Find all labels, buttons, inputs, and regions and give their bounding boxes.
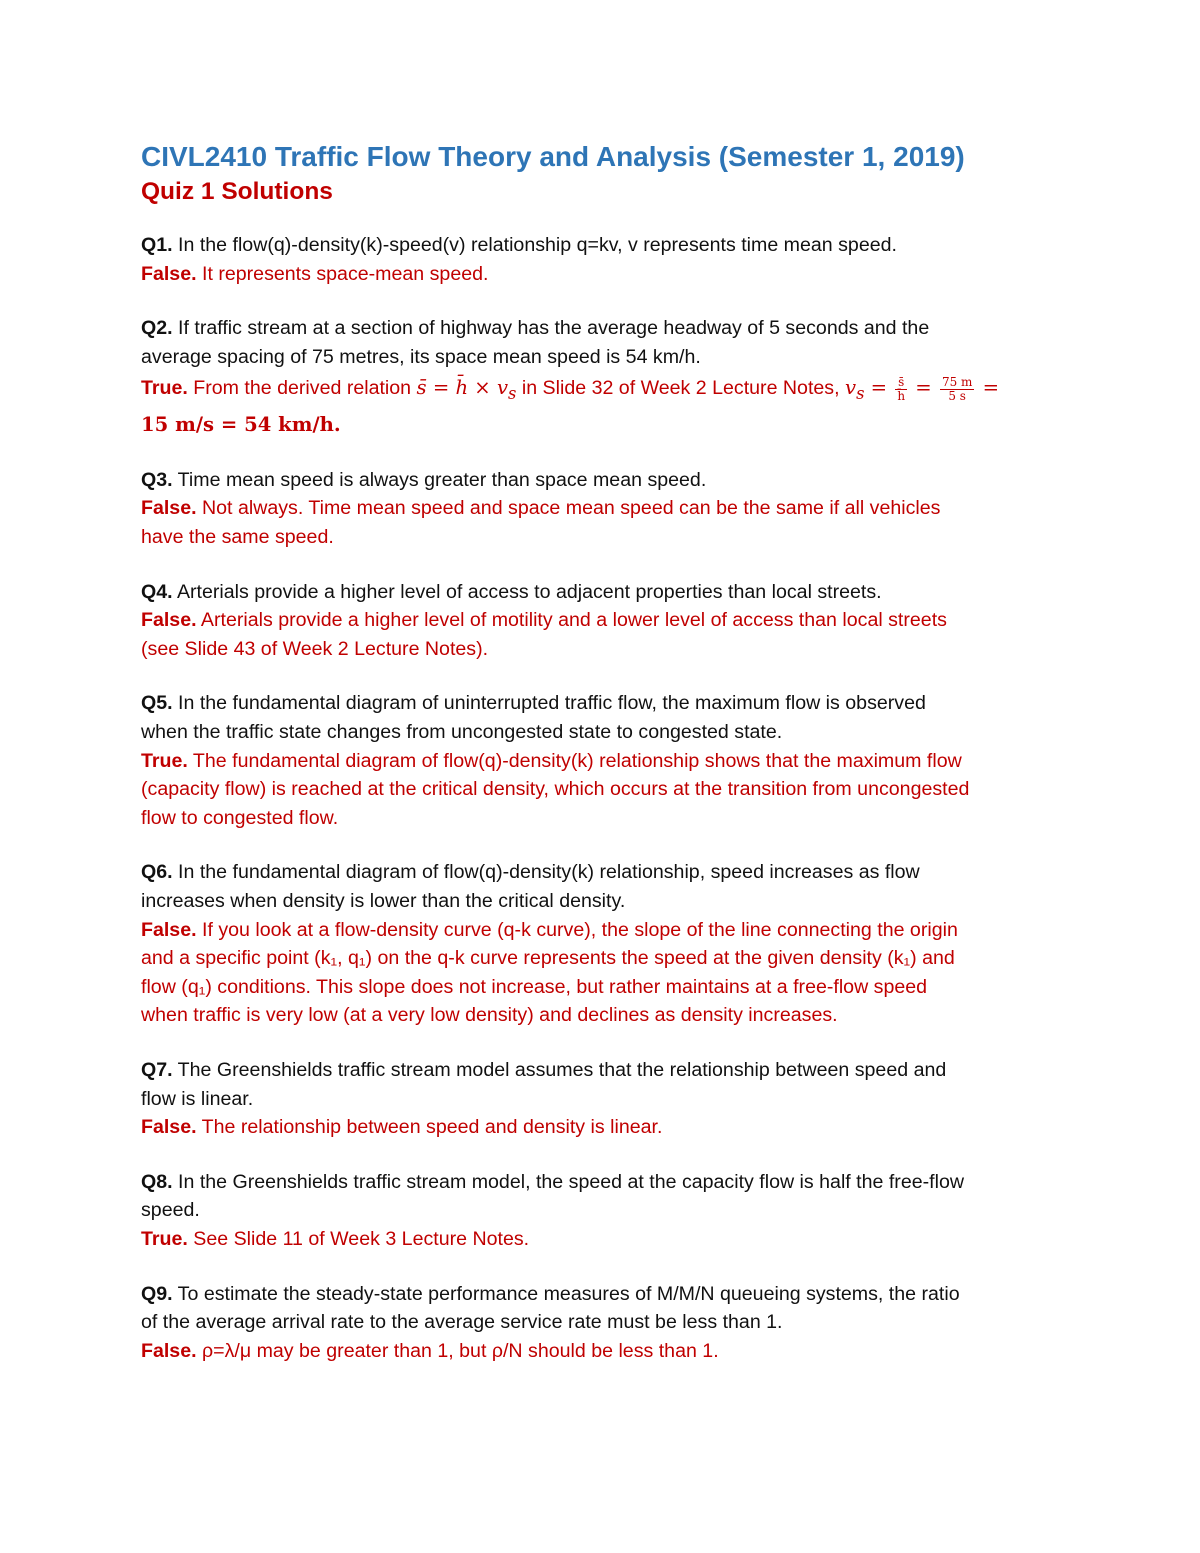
question-label: Q6.: [141, 861, 173, 884]
answer-text-continued: flow (q₁) conditions. This slope does not increase, but rather maintains at a free-flow speed: [141, 975, 928, 998]
answer-verdict: False.: [141, 609, 197, 632]
answer-text: True. The fundamental diagram of flow(q)-density(k) relationship shows that the maximum flow: [141, 749, 962, 772]
question-block-q7: [141, 1056, 1066, 1142]
question-text: Q2. If traffic stream at a section of highway has the average headway of 5 seconds and the: [141, 317, 930, 340]
quiz-title: Quiz 1 Solutions: [141, 178, 333, 205]
answer-text-continued: when traffic is very low (at a very low density) and declines as density increases.: [141, 1004, 838, 1027]
answer-verdict: False.: [141, 497, 197, 520]
document-content: [141, 139, 1066, 1391]
answer-verdict: False.: [141, 262, 197, 285]
numeric-fraction: $\frac{75 m}{5 s}$: [941, 374, 973, 403]
answer-text: False. ρ=λ/μ may be greater than 1, but ρ/N should be less than 1.: [141, 1339, 719, 1362]
answer-text: True. From the derived relation s̄ = h̄ × $v_s$ in Slide 32 of Week 2 Lecture Notes, $v_s$ = $\frac{s̄}{h̄}$ = $\frac{75 m}{5 s}$ =: [141, 374, 1000, 404]
question-text: Q9. To estimate the steady-state performance measures of M/M/N queueing systems, the ratio: [141, 1282, 960, 1305]
question-label: Q5.: [141, 692, 173, 715]
question-text-continued: flow is linear.: [141, 1087, 254, 1110]
question-label: Q1.: [141, 234, 173, 256]
answer-text-continued: (see Slide 43 of Week 2 Lecture Notes).: [141, 637, 489, 660]
answer-verdict: True.: [141, 1227, 188, 1250]
speed-result: 15 m/s = 54 km/h.: [141, 413, 341, 437]
answer-text: True. See Slide 11 of Week 3 Lecture Notes.: [141, 1227, 530, 1250]
question-text-continued: average spacing of 75 metres, its space mean speed is 54 km/h.: [141, 345, 701, 368]
answer-verdict: False.: [141, 1116, 197, 1139]
question-text: Q5. In the fundamental diagram of uninterrupted traffic flow, the maximum flow is observed: [141, 692, 926, 715]
question-text: Q7. The Greenshields traffic stream model assumes that the relationship between speed and: [141, 1058, 947, 1081]
spacing-over-headway-fraction: $\frac{s̄}{h̄}$: [897, 374, 906, 403]
derived-relation-formula: s̄ = h̄ × $v_s$: [416, 376, 517, 404]
answer-text-continued: have the same speed.: [141, 526, 334, 549]
question-label: Q9.: [141, 1282, 173, 1305]
question-block-q4: [141, 578, 1066, 664]
answer-text-continued: flow to congested flow.: [141, 806, 339, 829]
question-text: Q6. In the fundamental diagram of flow(q)-density(k) relationship, speed increases as flow: [141, 861, 920, 884]
question-block-q5: [141, 689, 1066, 832]
question-label: Q8.: [141, 1170, 173, 1193]
answer-verdict: False.: [141, 918, 197, 941]
question-label: Q7.: [141, 1058, 173, 1081]
question-block-q9: [141, 1280, 1066, 1366]
question-text: Q8. In the Greenshields traffic stream model, the speed at the capacity flow is half the free-flow: [141, 1170, 964, 1193]
answer-verdict: True.: [141, 749, 188, 772]
question-block-q1: [141, 231, 1066, 288]
question-text-continued: speed.: [141, 1199, 200, 1222]
question-block-q8: [141, 1168, 1066, 1254]
answer-text-continued: and a specific point (k₁, q₁) on the q-k curve represents the speed at the given density (k₁) and: [141, 947, 955, 970]
question-block-q6: [141, 858, 1066, 1030]
answer-text: False. Not always. Time mean speed and space mean speed can be the same if all vehicles: [141, 497, 941, 520]
answer-text: False. It represents space-mean speed.: [141, 262, 489, 285]
question-label: Q4.: [141, 580, 173, 603]
answer-text: False. The relationship between speed and density is linear.: [141, 1116, 663, 1139]
question-label: Q2.: [141, 317, 173, 340]
answer-text-continued: (capacity flow) is reached at the critical density, which occurs at the transition from uncongested: [141, 778, 970, 801]
question-label: Q3.: [141, 468, 173, 491]
course-title: CIVL2410 Traffic Flow Theory and Analysis (Semester 1, 2019): [141, 141, 965, 172]
question-text-continued: when the traffic state changes from uncongested state to congested state.: [141, 721, 783, 744]
question-text-continued: of the average arrival rate to the average service rate must be less than 1.: [141, 1311, 783, 1334]
question-text: Q3. Time mean speed is always greater than space mean speed.: [141, 468, 707, 491]
question-text: Q4. Arterials provide a higher level of access to adjacent properties than local streets.: [141, 580, 882, 603]
question-text-continued: increases when density is lower than the critical density.: [141, 890, 626, 912]
answer-verdict: False.: [141, 1339, 197, 1362]
space-mean-speed-symbol: $v_s$: [844, 376, 865, 404]
answer-text: False. Arterials provide a higher level of motility and a lower level of access than local streets: [141, 609, 947, 632]
question-text: Q1. In the flow(q)-density(k)-speed(v) relationship q=kv, v represents time mean speed.: [141, 234, 897, 256]
answer-text: False. If you look at a flow-density curve (q-k curve), the slope of the line connecting the origin: [141, 918, 958, 941]
question-block-q3: [141, 466, 1066, 552]
answer-verdict: True.: [141, 377, 188, 400]
question-block-q2: [141, 314, 1066, 440]
